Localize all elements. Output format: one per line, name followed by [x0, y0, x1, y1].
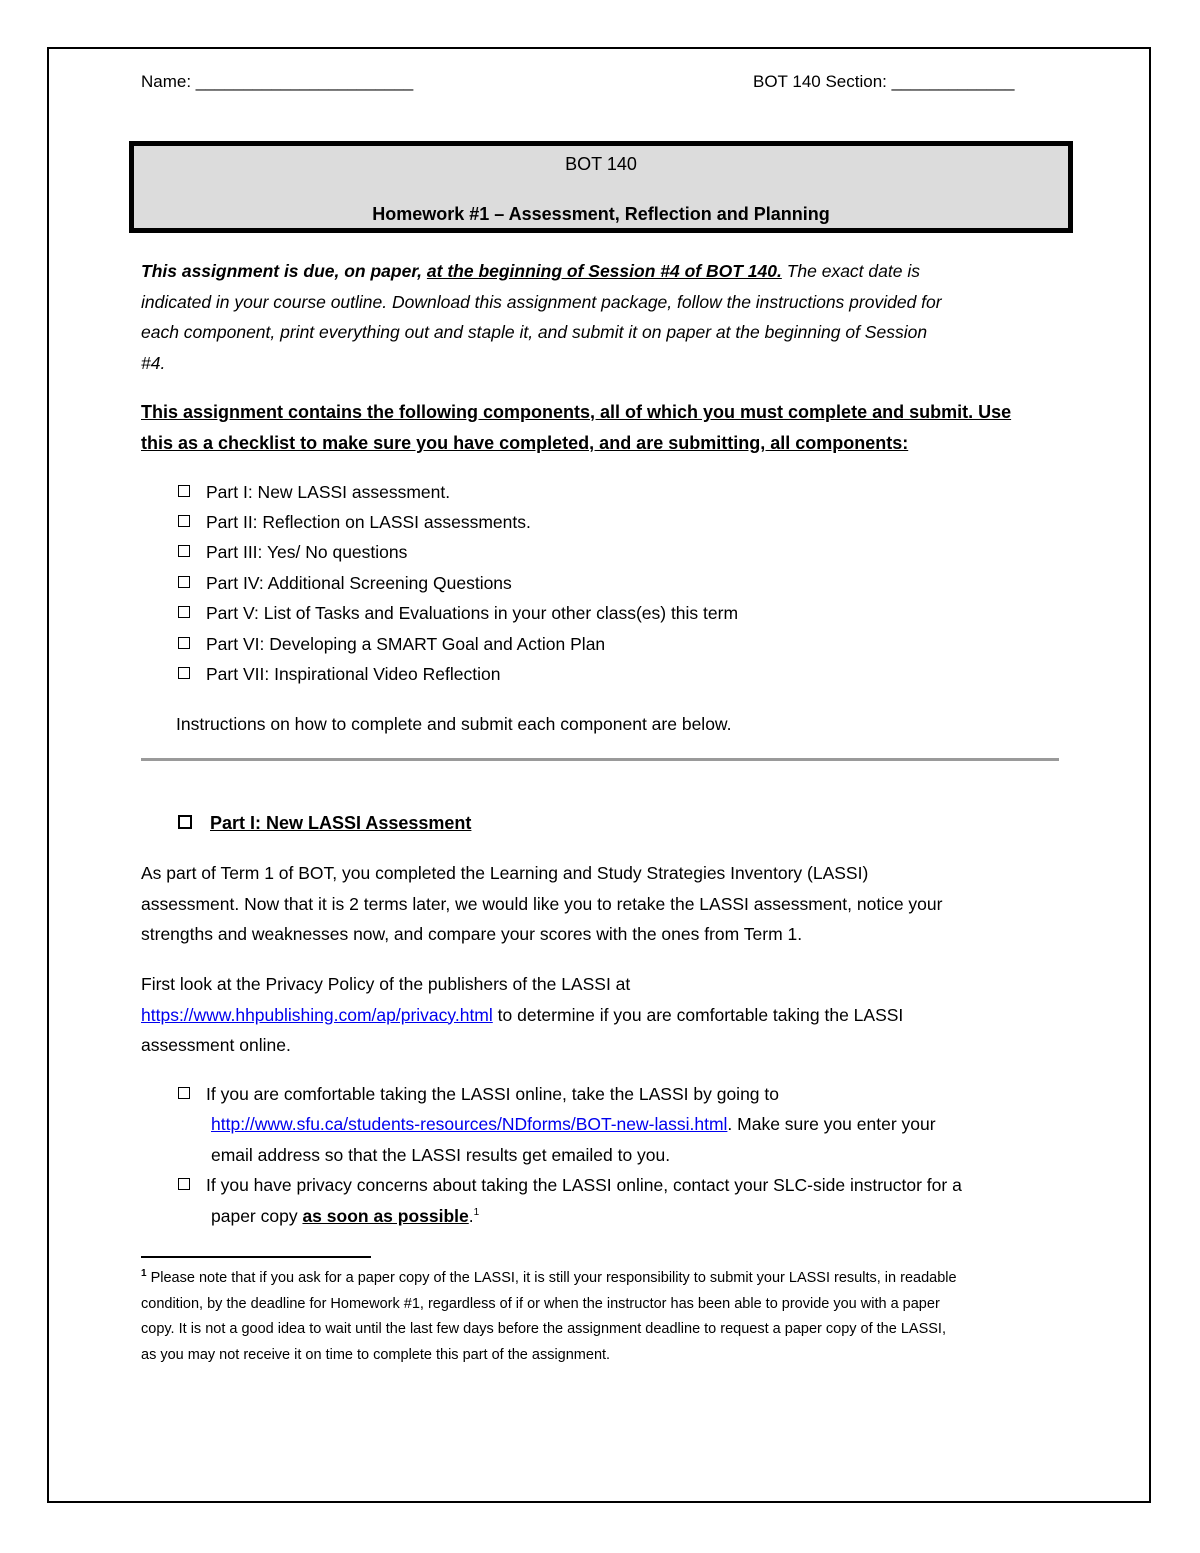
asap-text: as soon as possible	[302, 1206, 469, 1226]
privacy-policy-link[interactable]: https://www.hhpublishing.com/ap/privacy.html	[141, 1004, 493, 1025]
footnote	[141, 1266, 1061, 1368]
intro-paragraph	[141, 256, 1071, 378]
checklist-item-part5[interactable]	[178, 598, 738, 629]
course-title: BOT 140	[565, 154, 637, 174]
footnote-separator	[141, 1256, 371, 1258]
footnote-line2: condition, by the deadline for Homework #1, regardless of if or when the instructor has been able to provide you with a paper	[141, 1295, 940, 1312]
checklist-part-label: Part II:	[206, 512, 258, 532]
lassi-link[interactable]: http://www.sfu.ca/students-resources/NDforms/BOT-new-lassi.html	[211, 1114, 728, 1134]
option1-line3: email address so that the LASSI results get emailed to you.	[211, 1145, 671, 1165]
checkbox-icon[interactable]	[178, 576, 190, 588]
checkbox-icon[interactable]	[178, 637, 190, 649]
checkbox-icon[interactable]	[178, 485, 190, 497]
option2-line1: If you have privacy concerns about taking the LASSI online, contact your SLC-side instructor for a	[206, 1175, 962, 1195]
part1-para2-line2-rest: to determine if you are comfortable taking the LASSI	[492, 1004, 904, 1025]
checklist-part-label: Part IV:	[206, 573, 264, 593]
part1-paragraph1	[141, 858, 1071, 950]
checklist-text: Additional Screening Questions	[263, 573, 512, 593]
section-divider	[141, 758, 1059, 761]
checklist-part-label: Part V:	[206, 603, 259, 623]
checklist-text: New LASSI assessment.	[252, 482, 451, 502]
footnote-reference[interactable]: 1	[473, 1207, 480, 1219]
title-box	[129, 141, 1073, 233]
components-heading-line2: this as a checklist to make sure you have completed, and are submitting, all components:	[141, 433, 909, 453]
part1-para2-line3: assessment online.	[141, 1035, 291, 1055]
part1-paragraph2	[141, 969, 1071, 1061]
instructions-note: Instructions on how to complete and submit each component are below.	[176, 714, 732, 734]
option1-line1: If you are comfortable taking the LASSI online, take the LASSI by going to	[206, 1084, 779, 1104]
option1-line2-rest: . Make sure you enter your	[727, 1114, 936, 1134]
footnote-line3: copy. It is not a good idea to wait until the last few days before the assignment deadline to request a paper copy of the LASSI,	[141, 1321, 946, 1337]
checklist-part-label: Part III:	[206, 542, 263, 562]
option2-line2-end: .	[468, 1206, 474, 1226]
checkbox-icon[interactable]	[178, 1087, 190, 1099]
option-online-lassi[interactable]	[178, 1079, 779, 1110]
due-date-text: at the beginning of Session #4 of BOT 140.	[426, 261, 782, 281]
footnote-line1: Please note that if you ask for a paper copy of the LASSI, it is still your responsibility to submit your LASSI results, in readable	[146, 1270, 957, 1286]
option-paper-copy[interactable]	[178, 1170, 962, 1201]
components-heading	[141, 397, 1071, 459]
checklist-text: Developing a SMART Goal and Action Plan	[264, 634, 606, 654]
part1-heading-text: Part I: New LASSI Assessment	[210, 813, 472, 833]
checklist-text: Reflection on LASSI assessments.	[257, 512, 531, 532]
components-heading-line1: This assignment contains the following components, all of which you must complete and submit. Use	[141, 402, 1012, 422]
due-text: This assignment is due, on paper,	[141, 261, 427, 281]
part1-para1-line3: strengths and weaknesses now, and compare your scores with the ones from Term 1.	[141, 924, 803, 944]
intro-line2: indicated in your course outline. Download this assignment package, follow the instructions provided for	[141, 291, 942, 312]
checkbox-icon[interactable]	[178, 667, 190, 679]
intro-line4: #4.	[141, 352, 166, 373]
checklist-text: Inspirational Video Reflection	[269, 664, 501, 684]
section-field: BOT 140 Section: _____________	[753, 72, 1015, 91]
option2-line2	[211, 1201, 479, 1232]
checklist-item-part1[interactable]	[178, 477, 450, 508]
intro-line1-rest: The exact date is	[781, 261, 920, 281]
part1-heading	[178, 808, 471, 839]
checkbox-icon[interactable]	[178, 545, 190, 557]
checkbox-icon[interactable]	[178, 815, 192, 829]
checklist-item-part6[interactable]	[178, 629, 605, 660]
footnote-mark: 1	[141, 1268, 147, 1280]
checklist-part-label: Part I:	[206, 482, 253, 502]
homework-title: Homework #1 – Assessment, Reflection and Planning	[372, 204, 830, 224]
checklist-part-label: Part VI:	[206, 634, 265, 654]
intro-line3: each component, print everything out and staple it, and submit it on paper at the beginning of Session	[141, 322, 928, 342]
checklist-part-label: Part VII:	[206, 664, 270, 684]
option2-line2-start: paper copy	[211, 1206, 303, 1226]
checklist-item-part4[interactable]	[178, 568, 512, 599]
checklist-text: Yes/ No questions	[262, 542, 408, 562]
name-field: Name: _______________________	[141, 72, 414, 91]
part1-para2-line1: First look at the Privacy Policy of the publishers of the LASSI at	[141, 974, 631, 994]
checkbox-icon[interactable]	[178, 515, 190, 527]
checkbox-icon[interactable]	[178, 1178, 190, 1190]
checklist-item-part3[interactable]	[178, 537, 407, 568]
option1-line2	[211, 1109, 936, 1140]
checklist-text: List of Tasks and Evaluations in your other class(es) this term	[258, 603, 739, 623]
part1-para1-line2: assessment. Now that it is 2 terms later, we would like you to retake the LASSI assessment, notice your	[141, 893, 943, 914]
part1-para1-line1: As part of Term 1 of BOT, you completed the Learning and Study Strategies Inventory (LASSI)	[141, 863, 869, 883]
checklist-item-part7[interactable]	[178, 659, 500, 690]
footnote-line4: as you may not receive it on time to complete this part of the assignment.	[141, 1346, 611, 1363]
checklist-item-part2[interactable]	[178, 507, 531, 538]
checkbox-icon[interactable]	[178, 606, 190, 618]
